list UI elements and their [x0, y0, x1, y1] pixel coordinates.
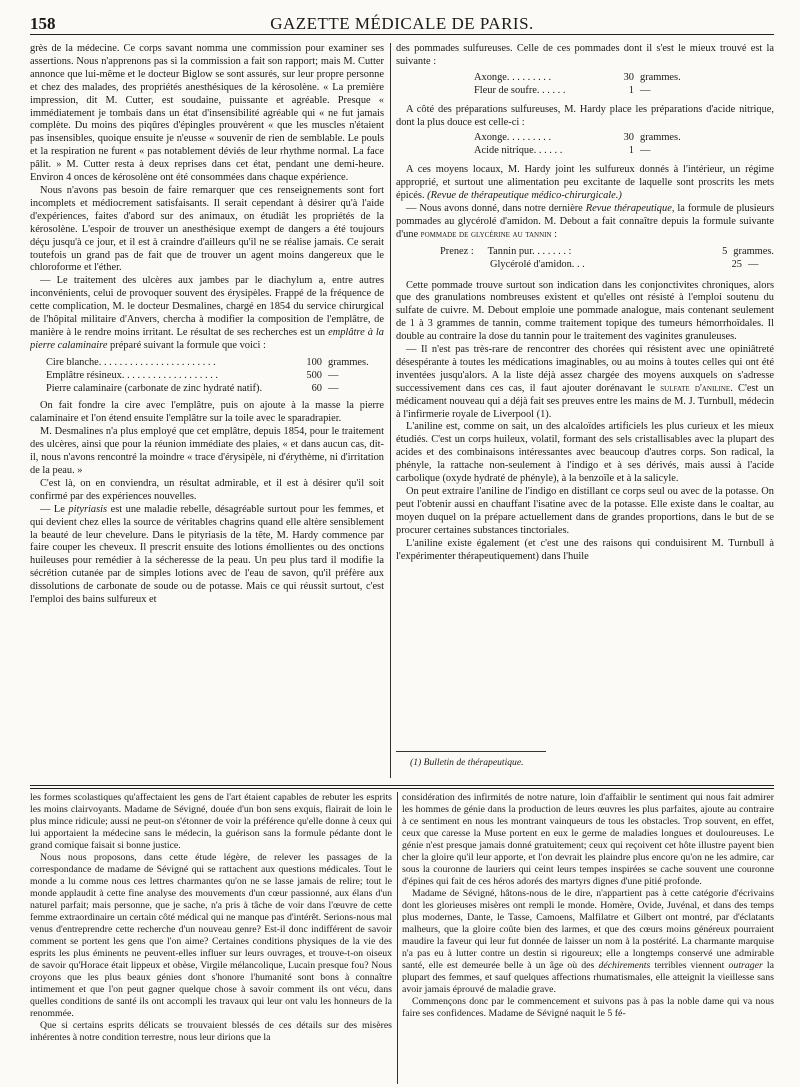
- regime-source: (Revue de thérapeutique médico-chirurgicale.): [427, 190, 622, 202]
- page-header: [30, 0, 774, 35]
- paragraph-aniline-properties: L'aniline est, comme on sait, un des alcaloïdes artificiels les plus curieux et les mieux étudiés. C'est un corps huileux, volatil, formant des sels cristallisables avec la plupart des acides et des combinaisons intéressantes avec beaucoup d'autres corps. Son radical, la phényle, la rattache non-seulement à l'indigo et à ses dérivés, mais aussi à l'acide carbolique (oxyde hydraté de phényle), à la benzoïle et à la salicyle.: [396, 421, 774, 485]
- paragraph-nitric-acid: A côté des préparations sulfureuses, M. Hardy place les préparations d'acide nitrique, dont la plus douce est celle-ci :: [396, 103, 774, 128]
- aniline-sulfate-term: sulfate d'aniline: [660, 382, 731, 394]
- paragraph-pityriasis: [30, 504, 384, 607]
- main-article-area: [30, 43, 774, 778]
- paragraph-genius-infirmity: considération des infirmités de notre nature, loin d'affaiblir le sentiment qui nous fait admirer les hommes de génie dans la production de leurs œuvres les plus parfaites, ajoute au contraire à ce sentiment en nous les montrant vainqueurs de tous les obstacles. Trop souvent, en effet, ceux que caresse la Muse portent en eux le germe de maladies longues et douloureuses. Le génie n'est presque jamais donné gratuitement; ceux qui reçoivent cet hôte illustre payent bien cher la gloire qu'il leur apporte, et l'on devrait les plaindre plus encore qu'on ne les admire, car sous la couronne de lauriers qui ceint leurs tempes inspirées se cache souvent une couronne d'épines qui fait de ces héros adorés des martyrs dignes d'une pitié profonde.: [402, 792, 774, 887]
- paragraph-desmalines-result: M. Desmalines n'a plus employé que cet emplâtre, depuis 1854, pour le traitement des ulcères, ainsi que pour la réunion immédiate des plaies, « et dans aucun cas, dit-il, nous n'avons rencontré la moindre « trace d'érysipèle, ni d'érythème, ni d'irritation de la peau. »: [30, 426, 384, 476]
- recipe-row: Axonge. . . . . . . . . 30 grammes.: [474, 71, 681, 83]
- recipe-row: Fleur de soufre. . . . . . 1 —: [474, 84, 651, 96]
- paragraph-sevigne-study: Nous nous proposons, dans cette étude légère, de relever les passages de la correspondance de madame de Sévigné qui se rattachent aux questions médicales. Tout le monde a lu comme nous ces lettres charmantes qu'on ne se lasse jamais de relire; tout le monde applaudit à cette fine analyse des mouvements d'un cœur passionné, aux élans d'un naturel parfait; mais personne, que je sache, n'a pris à tâche de voir dans l'œuvre de cette femme extraordinaire un certain côté médical qui ne manque pas d'intérêt. Serions-nous mal venus d'entreprendre cette recherche d'un nouveau genre? Est-il donc indifférent de savoir comment se portent les gens que l'on aime? Certaines conditions physiques de la vie des esprits les plus éminents ne peuvent-elles influer sur leurs ouvrages, et trouve-t-on oiseux de savoir qu'Horace était lippeux et obèse, Virgile mélancolique, Lucain presque fou? Nous croyons que les plus beaux génies dont s'honore l'humanité sont bons à connaître intimement et que l'on peut gagner quelque chose à savoir comment ils ont vécu, dans quelles conditions de santé ils ont accompli les travaux qui leur ont valu les honneurs de la renommée.: [30, 852, 392, 1019]
- pityriasis-text-start: — Le: [40, 503, 69, 515]
- footnote: (1) Bulletin de thérapeutique.: [410, 757, 524, 768]
- sulfur-recipe: [474, 72, 704, 98]
- left-column: [30, 43, 384, 778]
- paragraph-chorea: — Il n'est pas très-rare de rencontrer des chorées qui résistent avec une opiniâtreté désespérante à toutes les médications imaginables, ou au moins à toutes celles qui ont été inventées jusqu'alors. A la liste déjà assez chargée des moyens auxquels on s'adresse successivement dans ces cas, il faut ajouter dorénavant le sulfate d'aniline. C'est un médicament nouveau qui a déjà fait ses preuves entre les mains de M. J. Turnbull, médecin à l'infirmerie royale de Liverpool (1).: [396, 344, 774, 420]
- feuilleton-right-column: [402, 792, 774, 1084]
- tannin-prescription: [440, 246, 774, 272]
- ulcer-plaster-name: emplâtre à la pierre calaminaire: [30, 326, 384, 351]
- pityriasis-text-end: est une maladie rebelle, désagréable surtout pour les femmes, et qui devient chez elles la source de véritables chagrins quand elle altère sensiblement la beauté de leur chevelure. Dans le pityriasis de la tête, M. Hardy commence par faire couper les cheveux. Il prescrit ensuite des lotions émollientes ou des onctions huileuses pour remédier à la sécheresse de la peau. Un peu plus tard il modifie la sécrétion cutanée par de simples lotions avec de l'eau de savon, qu'il préfère aux dissolutions de carbonate de soude ou de potasse. Mais ce qui réussit surtout, c'est l'emploi des bains sulfureux et: [30, 503, 384, 606]
- nitric-recipe: [474, 132, 704, 158]
- ulcer-text-start: — Le traitement des ulcères aux jambes par le diachylum a, entre autres inconvénients, celui de provoquer souvent des érysipèles. Frappé de la fréquence de cette complication, M. le docteur Desmalines, chargé en 1854 du service chirurgical de l'hôpital militaire d'Anvers, chercha à modifier la composition de l'emplâtre, de manière à le rendre moins irritant. Le résultat de ses recherches est un: [30, 275, 384, 338]
- paragraph-confirmation: C'est là, on en conviendra, un résultat admirable, et il est à désirer qu'il soit confirmé par des expériences nouvelles.: [30, 477, 384, 502]
- pomade-name: pommade de glycérine au tannin: [420, 228, 552, 240]
- paragraph-tannin-pomade: — Nous avons donné, dans notre dernière Revue thérapeutique, la formule de plusieurs pommades au glycérolé d'amidon. M. Debout a fait connaître depuis la formule suivante d'une pommade de glycérine au tannin :: [396, 202, 774, 240]
- paragraph-delicate-minds: Que si certains esprits délicats se trouvaient blessés de ces détails sur des misères inhérentes à notre condition terrestre, nous leur dirions que la: [30, 1020, 392, 1043]
- recipe-row: Pierre calaminaire (carbonate de zinc hydraté natif). 60 —: [46, 382, 339, 394]
- paragraph-aniline-oil: L'aniline existe également (et c'est une des raisons qui conduisirent M. Turnbull à l'expérimenter thérapeutiquement) dans l'huile: [396, 537, 774, 562]
- paragraph-anesthesia-comment: Nous n'avons pas besoin de faire remarquer que ces renseignements sont fort incomplets et médiocrement satisfaisants. Il serait cependant à désirer qu'à l'aide d'expériences, faites d'abord sur des animaux, on étudiât les propriétés de la kérosolène. L'espoir de trouver un anesthésique exempt de dangers a été toujours déçu jusqu'à ce jour, et il est à craindre d'ailleurs qu'il ne se réalise jamais. Ce serait toutefois un grand pas de fait que de trouver un agent moins dangereux que le chloroforme et l'éther.: [30, 184, 384, 274]
- recipe-row: Acide nitrique. . . . . . 1 —: [474, 145, 651, 157]
- page-number: 158: [30, 14, 56, 33]
- ulcer-text-end: préparé suivant la formule que voici :: [107, 339, 266, 351]
- feuilleton-left-column: [30, 792, 392, 1084]
- recipe-row: Emplâtre résineux. . . . . . . . . . . . . . . . . . . 500 —: [46, 369, 339, 381]
- paragraph-begin-story: Commençons donc par le commencement et suivons pas à pas la noble dame qui va nous faire ses confidences. Madame de Sévigné naquit le 5 fé-: [402, 996, 774, 1019]
- paragraph-sevigne-health: Madame de Sévigné, hâtons-nous de le dire, n'appartient pas à cette catégorie d'écrivains dont les glorieuses misères ont rempli le monde. Homère, Ovide, Juvénal, et dans des temps plus modernes, Dante, le Tasse, Camoens, Malfilatre et Gilbert ont montré, par d'éclatants malheurs, que la gloire coûte bien des larmes, et que des cœurs moins généreux pourraient maudire la faveur qui leur fut donnée de laisser un nom à la postérité. La charmante marquise n'a pas eu à lutter contre un destin si rigoureux; elle a longtemps conservé une admirable santé, elle est demeurée belle à un âge où des déchirements terribles viennent outrager la plupart des femmes, et sauf quelques affections rhumatismales, elle atteignit la vieillesse sans avoir jamais éprouvé de maladie grave.: [402, 888, 774, 995]
- recipe-row: Prenez : Tannin pur. . . . . . . : 5 grammes.: [440, 245, 774, 257]
- recipe-row: Axonge. . . . . . . . . 30 grammes.: [474, 132, 681, 144]
- prescription-label: Prenez :: [440, 245, 474, 257]
- pityriasis-term: pityriasis: [68, 503, 108, 515]
- paragraph-sevigne-intro: les formes scolastiques qu'affectaient les gens de l'art étaient capables de rebuter les esprits les moins clairvoyants. Madame de Sévigné, douée d'un bon sens exquis, flairait de loin le plus mince ridicule; aussi ne peut-on s'étonner de voir la préférence qu'elle donne à ceux qui lui apportaient la médecine sans le médecin, la guérison sans la formule pédante dont le grand comique faisait si bonne justice.: [30, 792, 392, 851]
- feuilleton-rule-thin: [30, 788, 774, 789]
- recipe-row: Glycérolé d'amidon. . . 25 —: [490, 258, 759, 270]
- paragraph-sulfur-pomades: des pommades sulfureuses. Celle de ces pommades dont il s'est le mieux trouvé est la suivante :: [396, 43, 774, 67]
- feuilleton-rule: [30, 785, 774, 786]
- right-column: [396, 43, 774, 778]
- running-title: GAZETTE MÉDICALE DE PARIS.: [270, 14, 534, 33]
- feuilleton-area: [30, 792, 774, 1084]
- paragraph-conjunctivitis: Cette pommade trouve surtout son indication dans les conjonctivites chroniques, alors que des granulations nombreuses existent et qu'elles ont résisté à l'emploi soutenu du sulfate de cuivre. M. Debout emploie une pommade analogue, mais contenant seulement de 1 à 3 grammes de tannin, comme traitement topique des tumeurs hémorrhoïdales. Il double au contraire la dose du tannin pour le traitement des vaginites granuleuses.: [396, 279, 774, 343]
- feuilleton-column-divider: [397, 792, 398, 1084]
- paragraph-plaster-method: On fait fondre la cire avec l'emplâtre, puis on ajoute à la masse la pierre calaminaire et l'on étend ensuite l'emplâtre sur la toile avec le sparadrapier.: [30, 400, 384, 425]
- paragraph-kerosolene: grès de la médecine. Ce corps savant nomma une commission pour examiner ses assertions. Nous n'apprenons pas si la commission a fait son rapport; mais M. Cutter annonce que lui-même et le docteur Biglow se sont assurés, sur leur propre personne et chez des malades, des propriétés anesthésiques de la kérosolène. « La première impression, dit M. Cutter, est soudaine, puissante et agréable. Presque « immédiatement je tombais dans un état d'insensibilité agréable qui « ne fut jamais complète. Du moins des piqûres d'épingles prouvèrent « que les muscles n'étaient pas insensibles, quoique ensuite je n'eusse « souvenir de rien de semblable. Le pouls et la respiration ne furent « pas notablement déviés de leur rhythme normal. La face pâlit. » M. Cutter resta à deux reprises dans cet état, pendant une demi-heure. Environ 4 onces de kérosolène ont été consommées dans chaque expérience.: [30, 43, 384, 184]
- plaster-recipe: [46, 357, 384, 396]
- paragraph-aniline-extraction: On peut extraire l'aniline de l'indigo en distillant ce corps seul ou avec de la potasse. On peut l'obtenir aussi en chauffant l'isatine avec de la potasse. Elle existe dans le coaltar, au moyen duquel on la prépare actuellement dans de grandes proportions, dans le but de se procurer certaines substances tinctoriales.: [396, 486, 774, 536]
- column-divider: [390, 43, 391, 778]
- paragraph-ulcer-treatment: [30, 275, 384, 352]
- paragraph-hardy-regime: [396, 164, 774, 203]
- recipe-row: Cire blanche. . . . . . . . . . . . . . . . . . . . . . . 100 grammes.: [46, 356, 369, 368]
- footnote-rule: [396, 751, 546, 752]
- regime-text: A ces moyens locaux, M. Hardy joint les sulfureux donnés à l'intérieur, un régime approprié, et surtout une alimentation peu excitante de laquelle sont proscrits les mets épicés.: [396, 164, 774, 202]
- revue-title: Revue thérapeutique: [585, 202, 672, 214]
